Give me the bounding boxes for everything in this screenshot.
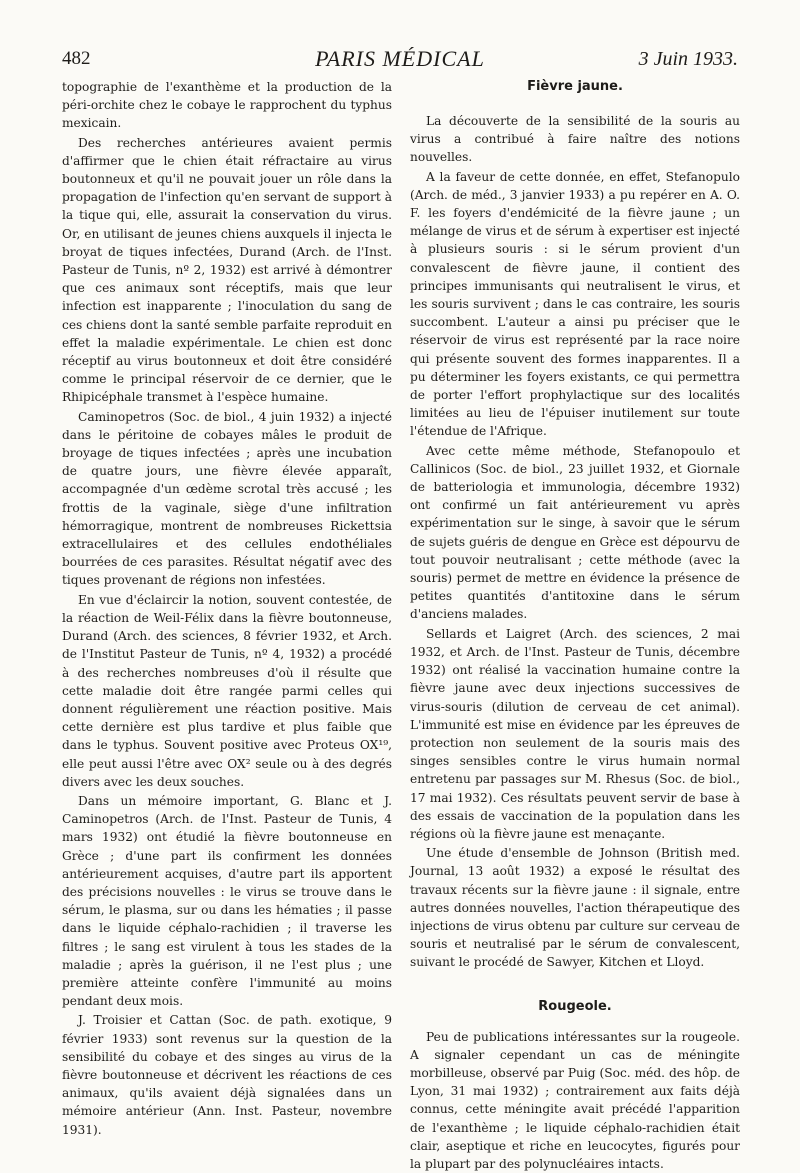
left-column [62,78,392,1139]
paragraph: A la faveur de cette donnée, en effet, Stefanopulo (Arch. de méd., 3 janvier 1933) a pu repérer en A. O. F. les foyers d'endémicité de la fièvre jaune ; un mélange de virus et de sérum à expertiser est injecté à plusieurs souris : si le sérum provient d'un convalescent de fièvre jaune, il contient des principes immunisants qui neutralisent le virus, et les souris survivent ; dans le cas contraire, les souris succombent. L'auteur a ainsi pu préciser que le réservoir de virus est représenté par la race noire qui présente souvent des formes inapparentes. Il a pu déterminer les foyers existants, ce qui permettra de porter l'effort prophylactique sur des localités limitées au lieu de l'épuiser inutilement sur toute l'étendue de l'Afrique. [410,169,740,439]
section-heading-fievre-jaune: Fièvre jaune. [527,79,623,94]
paragraph: Avec cette même méthode, Stefanopoulo et Callinicos (Soc. de biol., 23 juillet 1932, et Giornale de batteriologia et immunologia, décembre 1932) ont confirmé un fait antérieurement vu après expérimentation sur le singe, à savoir que le sérum de sujets guéris de dengue en Grèce est dépourvu de tout pouvoir neutralisant ; cette méthode (avec la souris) permet de mettre en évidence la présence de petites quantités d'antitoxine dans le sérum d'anciens malades. [410,443,740,622]
paragraph: Des recherches antérieures avaient permis d'affirmer que le chien était réfractaire au virus boutonneux et qu'il ne pouvait jouer un rôle dans la propagation de l'infection qu'en servant de support à la tique qui, elle, assurait la conservation du virus. Or, en utilisant de jeunes chiens auxquels il injecta le broyat de tiques infectées, Durand (Arch. de l'Inst. Pasteur de Tunis, nº 2, 1932) est arrivé à démontrer que ces animaux sont réceptifs, mais que leur infection est inapparente ; l'inoculation du sang de ces chiens dont la santé semble parfaite reproduit en effet la maladie expérimentale. Le chien est donc réceptif au virus boutonneux et doit être considéré comme le principal réservoir de ce dernier, que le Rhipicéphale transmet à l'espèce humaine. [62,135,392,405]
paragraph: Une étude d'ensemble de Johnson (British med. Journal, 13 août 1932) a exposé le résultat des travaux récents sur la fièvre jaune : il signale, entre autres données nouvelles, l'action thérapeutique des injections de virus obtenu par culture sur cerveau de souris et neutralisé par le sérum de convalescent, suivant le procédé de Sawyer, Kitchen et Lloyd. [410,846,740,970]
journal-title: PARIS MÉDICAL [315,46,485,71]
paragraph: Caminopetros (Soc. de biol., 4 juin 1932) a injecté dans le péritoine de cobayes mâles le produit de broyage de tiques infectées ; après une incubation de quatre jours, une fièvre élevée apparaît, accompagnée d'un œdème scrotal très accusé ; les frottis de la vaginale, siège d'une infiltration hémorragique, montrent de nombreuses Rickettsia extracellulaires et des cellules endothéliales bourrées de ces parasites. Résultat négatif avec des tiques provenant de régions non infestées. [62,409,392,588]
paragraph: topographie de l'exanthème et la production de la péri-orchite chez le cobaye le rapprochent du typhus mexicain. [62,80,392,131]
paragraph: La découverte de la sensibilité de la souris au virus a contribué à faire naître des notions nouvelles. [410,114,740,165]
paragraph: Peu de publications intéressantes sur la rougeole. A signaler cependant un cas de méningite morbilleuse, observé par Puig (Soc. méd. des hôp. de Lyon, 31 mai 1932) ; contrairement aux faits déjà connus, cette méningite avait précédé l'apparition de l'exanthème ; le liquide céphalo-rachidien était clair, aseptique et riche en leucocytes, figurés pour la plupart par des polynucléaires intacts. [410,1029,740,1171]
paragraph: En vue d'éclaircir la notion, souvent contestée, de la réaction de Weil-Félix dans la fièvre boutonneuse, Durand (Arch. des sciences, 8 février 1932, et Arch. de l'Institut Pasteur de Tunis, nº 4, 1932) a procédé à des recherches nombreuses d'où il résulte que cette maladie doit être rangée parmi celles qui donnent régulièrement une réaction positive. Mais cette dernière est plus tardive et plus faible que dans le typhus. Souvent positive avec Proteus OX¹⁹, elle peut aussi l'être avec OX² seule ou à des degrés divers avec les deux souches. [62,592,392,789]
paragraph: Dans un mémoire important, G. Blanc et J. Caminopetros (Arch. de l'Inst. Pasteur de Tunis, 4 mars 1932) ont étudié la fièvre boutonneuse en Grèce ; d'une part ils confirment les données antérieurement acquises, d'autre part ils apportent des précisions nouvelles : le virus se trouve dans le sérum, le plasma, sur ou dans les hématies ; il passe dans le liquide céphalo-rachidien ; il traverse les filtres ; le sang est virulent à tous les stades de la maladie ; après la guérison, il ne l'est plus ; une première atteinte confère l'immunité au moins pendant deux mois. [62,793,392,1009]
page-header [62,44,738,74]
issue-date: 3 Juin 1933. [638,48,738,70]
paragraph: J. Troisier et Cattan (Soc. de path. exotique, 9 février 1933) sont revenus sur la question de la sensibilité du cobaye et des singes au virus de la fièvre boutonneuse et décrivent les réactions de ces animaux, qu'ils avaient déjà signalées dans un mémoire antérieur (Ann. Inst. Pasteur, novembre 1931). [62,1013,392,1137]
paragraph: Sellards et Laigret (Arch. des sciences, 2 mai 1932, et Arch. de l'Inst. Pasteur de Tunis, décembre 1932) ont réalisé la vaccination humaine contre la fièvre jaune avec deux injections successives de virus-souris (dilution de cerveau de cet animal). L'immunité est mise en évidence par les épreuves de protection non seulement de la souris mais des singes sensibles contre le virus humain normal entretenu par passages sur M. Rhesus (Soc. de biol., 17 mai 1932). Ces résultats peuvent servir de base à des essais de vaccination de la population dans les régions où la fièvre jaune est menaçante. [410,626,740,841]
page-number: 482 [62,48,91,69]
section-heading-rougeole: Rougeole. [538,998,612,1014]
right-column [410,78,740,1173]
